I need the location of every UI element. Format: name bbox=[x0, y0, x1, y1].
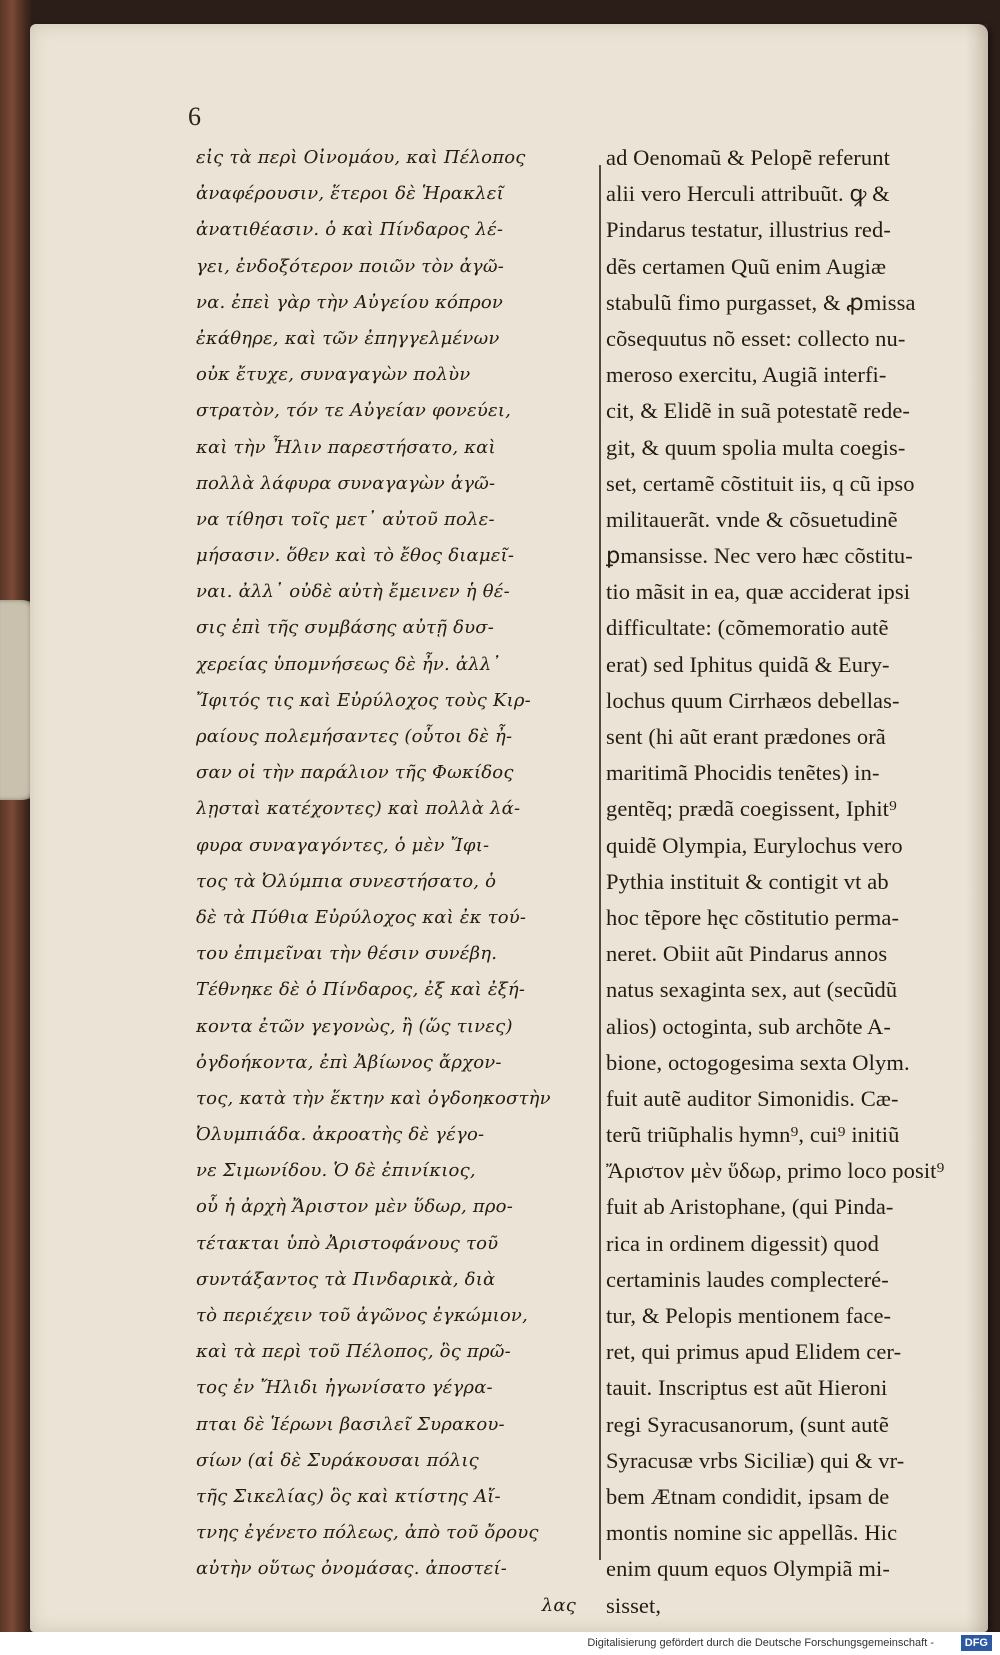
latin-text-line: Pindarus testatur, illustrius red- bbox=[606, 217, 891, 243]
greek-text-line: τὸ περιέχειν τοῦ ἀγῶνος ἐγκώμιον, bbox=[196, 1305, 528, 1326]
greek-text-line: ἐκάθηρε, καὶ τῶν ἐπηγγελμένων bbox=[196, 327, 500, 349]
latin-text-line: Ἄριστον μὲν ὕδωρ, primo loco posit⁹ bbox=[606, 1158, 945, 1184]
column-divider bbox=[599, 165, 601, 1560]
greek-text-line: να. ἐπεὶ γὰρ τὴν Αὐγείου κόπρον bbox=[196, 291, 504, 313]
greek-text-line: φυρα συναγαγόντες, ὁ μὲν Ἴφι- bbox=[196, 834, 490, 856]
latin-text-line: meroso exercitu, Augiã interfi- bbox=[606, 362, 887, 388]
latin-text-column bbox=[606, 140, 984, 1624]
latin-text-line: tio mãsit in ea, quæ acciderat ipsi bbox=[606, 579, 911, 605]
latin-text-line: erat) sed Iphitus quidã & Eury- bbox=[606, 651, 890, 677]
latin-text-line: regi Syracusanorum, (sunt autẽ bbox=[606, 1411, 889, 1437]
latin-text-line: bione, octogogesima sexta Olym. bbox=[606, 1049, 910, 1075]
latin-text-line: alii vero Herculi attribuũt. ꝙ & bbox=[606, 181, 890, 207]
greek-text-line: κοντα ἐτῶν γεγονὼς, ἢ (ὥς τινες) bbox=[196, 1015, 513, 1037]
greek-text-line: λας bbox=[541, 1594, 576, 1616]
greek-text-line: οὗ ἡ ἀρχὴ Ἄριστον μὲν ὕδωρ, προ- bbox=[196, 1196, 513, 1218]
greek-text-column bbox=[196, 140, 586, 1624]
latin-text-line: militauerãt. vnde & cõsuetudinẽ bbox=[606, 506, 898, 532]
greek-text-line: τῆς Σικελίας) ὃς καὶ κτίστης Αἴ- bbox=[196, 1485, 501, 1507]
latin-text-line: bem Ætnam condidit, ipsam de bbox=[606, 1483, 890, 1509]
greek-text-line: πται δὲ Ἱέρωνι βασιλεῖ Συρακου- bbox=[196, 1413, 505, 1435]
greek-text-line: τνης ἐγένετο πόλεως, ἀπὸ τοῦ ὄρους bbox=[196, 1522, 539, 1544]
latin-text-line: enim quum equos Olympiã mi- bbox=[606, 1556, 890, 1582]
latin-text-line: cõsequutus nõ esset: collecto nu- bbox=[606, 325, 906, 351]
latin-text-line: montis nomine sic appellãs. Hic bbox=[606, 1520, 898, 1546]
latin-text-line: Pythia instituit & contigit vt ab bbox=[606, 868, 889, 894]
greek-text-line: πολλὰ λάφυρα συναγαγὼν ἀγῶ- bbox=[196, 472, 496, 494]
greek-text-line: καὶ τὰ περὶ τοῦ Πέλοπος, ὃς πρῶ- bbox=[196, 1341, 511, 1363]
greek-text-line: σαν οἱ τὴν παράλιον τῆς Φωκίδος bbox=[196, 762, 514, 784]
page-number: 6 bbox=[188, 102, 201, 131]
latin-text-line: ꝑmansisse. Nec vero hæc cõstitu- bbox=[606, 543, 913, 569]
dfg-logo: DFG bbox=[961, 1635, 992, 1651]
latin-text-line: terũ triũphalis hymn⁹, cui⁹ initiũ bbox=[606, 1122, 900, 1148]
greek-text-line: να τίθησι τοῖς μετ᾽ αὐτοῦ πολε- bbox=[196, 508, 495, 530]
greek-text-line: ὀγδοήκοντα, ἐπὶ Ἀβίωνος ἄρχον- bbox=[196, 1051, 502, 1073]
latin-text-line: neret. Obiit aũt Pindarus annos bbox=[606, 941, 888, 967]
latin-text-line: lochus quum Cirrhæos debellas- bbox=[606, 687, 900, 713]
latin-text-line: natus sexaginta sex, aut (secũdũ bbox=[606, 977, 898, 1003]
greek-text-line: ἀναφέρουσιν, ἕτεροι δὲ Ἡρακλεῖ bbox=[196, 183, 504, 205]
greek-text-line: στρατὸν, τόν τε Αὐγείαν φονεύει, bbox=[196, 400, 512, 422]
greek-text-line: του ἐπιμεῖναι τὴν θέσιν συνέβη. bbox=[196, 943, 498, 965]
latin-text-line: ad Oenomaũ & Pelopẽ referunt bbox=[606, 145, 890, 170]
greek-text-line: αὐτὴν οὕτως ὀνομάσας. ἀποστεί- bbox=[196, 1558, 508, 1580]
latin-text-line: ret, qui primus apud Elidem cer- bbox=[606, 1339, 902, 1365]
latin-text-line: tur, & Pelopis mentionem face- bbox=[606, 1303, 892, 1328]
greek-text-line: οὐκ ἔτυχε, συναγαγὼν πολὺν bbox=[196, 364, 471, 386]
latin-text-line: rica in ordinem digessit) quod bbox=[606, 1230, 879, 1256]
latin-text-line: alios) octoginta, sub archõte A- bbox=[606, 1013, 891, 1039]
greek-text-line: Ἴφιτός τις καὶ Εὐρύλοχος τοὺς Κιρ- bbox=[196, 689, 531, 711]
latin-text-line: dẽs certamen Quũ enim Augiæ bbox=[606, 253, 887, 279]
greek-text-line: τέτακται ὑπὸ Ἀριστοφάνους τοῦ bbox=[196, 1232, 499, 1254]
greek-text-line: Ὀλυμπιάδα. ἀκροατὴς δὲ γέγο- bbox=[196, 1124, 485, 1146]
latin-text-line: set, certamẽ cõstituit iis, q cũ ipso bbox=[606, 470, 915, 496]
greek-text-line: νε Σιμωνίδου. Ὁ δὲ ἐπινίκιος, bbox=[196, 1160, 476, 1182]
latin-text-line: fuit ab Aristophane, (qui Pinda- bbox=[606, 1194, 894, 1220]
latin-text-line: sent (hi aũt erant prædones orã bbox=[606, 724, 886, 749]
latin-text-line: sisset, bbox=[606, 1592, 662, 1618]
greek-text-line: Τέθνηκε δὲ ὁ Πίνδαρος, ἐξ καὶ ἐξή- bbox=[196, 979, 526, 1001]
latin-text-line: gentẽq; prædã coegissent, Iphit⁹ bbox=[606, 796, 897, 822]
latin-text-line: difficultate: (cõmemoratio autẽ bbox=[606, 615, 889, 641]
latin-text-line: maritimã Phocidis tenẽtes) in- bbox=[606, 760, 880, 786]
greek-text-line: τος, κατὰ τὴν ἕκτην καὶ ὀγδοηκοστὴν bbox=[196, 1087, 551, 1109]
greek-text-line: λῃσταὶ κατέχοντες) καὶ πολλὰ λά- bbox=[196, 798, 521, 820]
greek-text-line: σίων (αἱ δὲ Συράκουσαι πόλις bbox=[196, 1449, 479, 1471]
greek-text-line: εἰς τὰ περὶ Οἰνομάου, καὶ Πέλοπος bbox=[196, 147, 526, 168]
digitization-credit: Digitalisierung gefördert durch die Deutsche Forschungsgemeinschaft - bbox=[587, 1637, 934, 1649]
latin-text-line: quidẽ Olympia, Eurylochus vero bbox=[606, 832, 903, 858]
latin-text-line: cit, & Elidẽ in suã potestatẽ rede- bbox=[606, 398, 911, 424]
greek-text-line: τος ἐν Ἤλιδι ἠγωνίσατο γέγρα- bbox=[196, 1377, 493, 1399]
latin-text-line: stabulũ fimo purgasset, & ꝓmissa bbox=[606, 289, 916, 315]
latin-text-line: certaminis laudes complecteré- bbox=[606, 1266, 889, 1292]
greek-text-line: γει, ἐνδοξότερον ποιῶν τὸν ἀγῶ- bbox=[196, 255, 505, 277]
greek-text-line: ἀνατιθέασιν. ὁ καὶ Πίνδαρος λέ- bbox=[196, 219, 504, 241]
greek-text-line: δὲ τὰ Πύθια Εὐρύλοχος καὶ ἐκ τού- bbox=[196, 906, 527, 928]
latin-text-line: fuit autẽ auditor Simonidis. Cæ- bbox=[606, 1085, 899, 1111]
greek-text-line: συντάξαντος τὰ Πινδαρικὰ, διὰ bbox=[196, 1268, 496, 1290]
latin-text-line: tauit. Inscriptus est aũt Hieroni bbox=[606, 1375, 888, 1401]
greek-text-line: μήσασιν. ὅθεν καὶ τὸ ἔθος διαμεῖ- bbox=[196, 545, 515, 567]
greek-text-line: ραίους πολεμήσαντες (οὗτοι δὲ ἦ- bbox=[196, 726, 513, 747]
latin-text-line: git, & quum spolia multa coegis- bbox=[606, 434, 906, 460]
greek-text-line: χερείας ὑπομνήσεως δὲ ἦν. ἀλλ᾽ bbox=[196, 653, 501, 675]
latin-text-line: hoc tẽpore hęc cõstitutio perma- bbox=[606, 904, 900, 930]
latin-text-line: Syracusæ vrbs Siciliæ) qui & vr- bbox=[606, 1447, 905, 1473]
greek-text-line: ναι. ἀλλ᾽ οὐδὲ αὐτὴ ἔμεινεν ἡ θέ- bbox=[196, 581, 510, 603]
greek-text-line: σις ἐπὶ τῆς συμβάσης αὐτῇ δυσ- bbox=[196, 617, 495, 639]
greek-text-line: καὶ τὴν Ἦλιν παρεστήσατο, καὶ bbox=[196, 436, 496, 458]
greek-text-line: τος τὰ Ὀλύμπια συνεστήσατο, ὁ bbox=[196, 870, 497, 892]
